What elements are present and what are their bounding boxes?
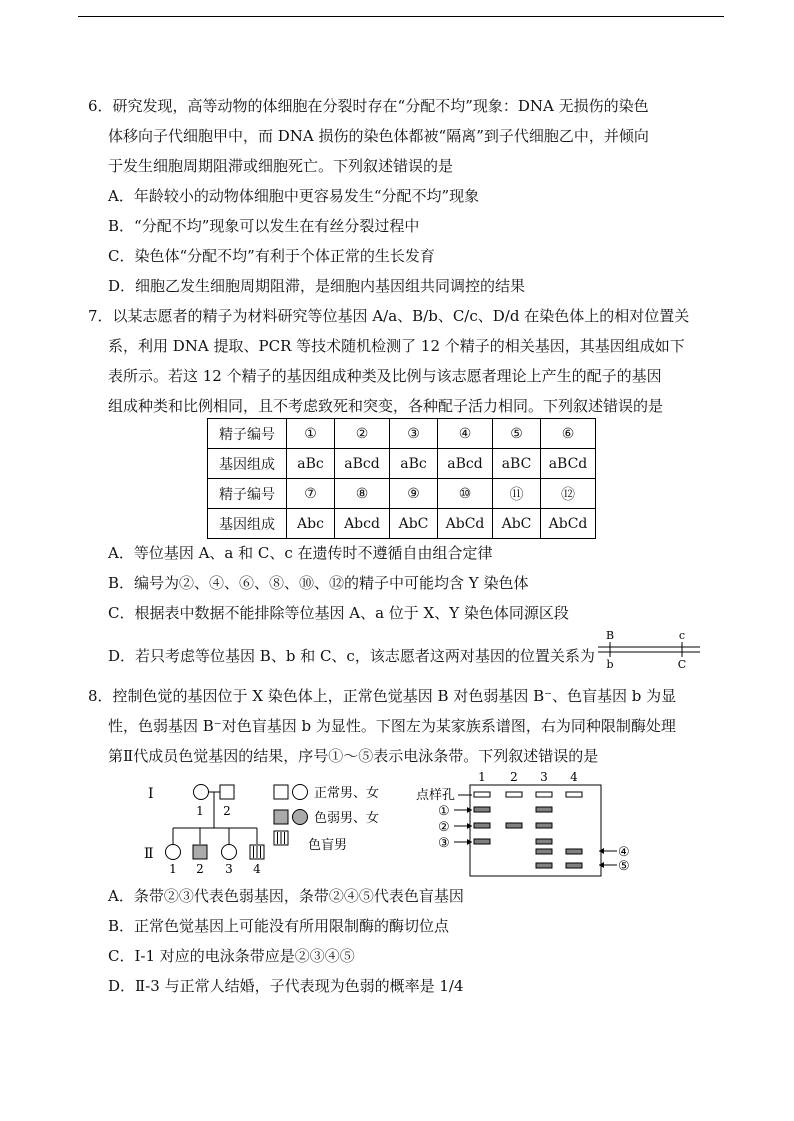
pedigree-chart bbox=[140, 775, 410, 880]
sample-well bbox=[566, 792, 582, 797]
allele-label: C bbox=[677, 658, 687, 671]
gel-band bbox=[566, 849, 582, 854]
q8-option-a: A．条带②③代表色弱基因，条带②④⑤代表色盲基因 bbox=[108, 887, 464, 905]
table-cell: aBc bbox=[390, 449, 438, 479]
table-row bbox=[208, 419, 596, 449]
legend-label: 色盲男 bbox=[308, 838, 348, 853]
individual-number: 2 bbox=[196, 862, 204, 876]
table-cell: ① bbox=[287, 419, 335, 449]
q7-option-b: B．编号为②、④、⑥、⑧、⑩、⑫的精子中可能均含 Y 染色体 bbox=[108, 574, 529, 592]
table-cell: ⑫ bbox=[541, 479, 596, 509]
gel-band bbox=[566, 863, 582, 868]
band-label: ⑤ bbox=[618, 859, 630, 874]
female-normal-symbol bbox=[166, 845, 181, 860]
well-label: 点样孔 bbox=[416, 788, 456, 803]
table-cell: Abc bbox=[287, 509, 335, 539]
legend-label: 色弱男、女 bbox=[314, 811, 380, 826]
table-row bbox=[208, 479, 596, 509]
gel-band bbox=[474, 839, 490, 844]
electrophoresis-gel bbox=[412, 768, 637, 880]
table-cell: aBcd bbox=[438, 449, 493, 479]
female-normal-symbol bbox=[222, 845, 237, 860]
q7-stem-line-2: 系，利用 DNA 提取、PCR 等技术随机检测了 12 个精子的相关基因，其基因组成如下 bbox=[108, 337, 685, 355]
table-cell: 基因组成 bbox=[208, 509, 287, 539]
band-label: ② bbox=[438, 820, 450, 835]
generation-label: Ⅰ bbox=[148, 786, 154, 802]
table-cell: ③ bbox=[390, 419, 438, 449]
lane-number: 4 bbox=[570, 770, 578, 784]
table-cell: ⑪ bbox=[493, 479, 541, 509]
legend-female-normal bbox=[293, 785, 308, 800]
q8-option-d: D．Ⅱ-3 与正常人结婚，子代表现为色弱的概率是 1/4 bbox=[108, 977, 464, 995]
q8-stem-line-2: 性，色弱基因 B⁻对色盲基因 b 为显性。下图左为某家族系谱图，右为同种限制酶处理 bbox=[108, 717, 676, 735]
allele-label: B bbox=[605, 629, 615, 642]
sample-well bbox=[506, 792, 522, 797]
sample-well bbox=[474, 792, 490, 797]
individual-number: 4 bbox=[253, 862, 261, 876]
q7-stem-line-3: 表所示。若这 12 个精子的基因组成种类及比例与该志愿者理论上产生的配子的基因 bbox=[108, 367, 662, 385]
gel-band bbox=[536, 823, 552, 828]
gel-band bbox=[536, 839, 552, 844]
q6-option-a: A．年龄较小的动物体细胞中更容易发生“分配不均”现象 bbox=[108, 187, 480, 205]
table-cell: AbCd bbox=[541, 509, 596, 539]
q6-stem-line-3: 于发生细胞周期阻滞或细胞死亡。下列叙述错误的是 bbox=[108, 157, 454, 175]
table-cell: 精子编号 bbox=[208, 419, 287, 449]
gel-band bbox=[506, 823, 522, 828]
q7-stem-line-4: 组成种类和比例相同，且不考虑致死和突变，各种配子活力相同。下列叙述错误的是 bbox=[108, 397, 664, 415]
q8-stem-line-3: 第Ⅱ代成员色觉基因的结果，序号①～⑤表示电泳条带。下列叙述错误的是 bbox=[108, 747, 599, 765]
q7-stem-line-1: 7．以某志愿者的精子为材料研究等位基因 A/a、B/b、C/c、D/d 在染色体上的相对位置关 bbox=[88, 307, 690, 325]
table-cell: aBCd bbox=[541, 449, 596, 479]
individual-number: 2 bbox=[223, 804, 231, 818]
table-cell: AbCd bbox=[438, 509, 493, 539]
q6-option-c: C．染色体“分配不均”有利于个体正常的生长发育 bbox=[108, 247, 435, 265]
individual-number: 3 bbox=[225, 862, 233, 876]
header-rule bbox=[78, 16, 724, 17]
table-cell: ④ bbox=[438, 419, 493, 449]
chromosome-diagram bbox=[596, 628, 704, 676]
table-row bbox=[208, 449, 596, 479]
male-weak-symbol bbox=[193, 845, 207, 859]
q6-stem-line-1: 6．研究发现，高等动物的体细胞在分裂时存在“分配不均”现象：DNA 无损伤的染色 bbox=[88, 97, 649, 115]
table-cell: AbC bbox=[493, 509, 541, 539]
male-normal-symbol bbox=[220, 785, 234, 799]
table-cell: ⑧ bbox=[335, 479, 390, 509]
female-normal-symbol bbox=[194, 785, 209, 800]
table-cell: ② bbox=[335, 419, 390, 449]
table-cell: aBc bbox=[287, 449, 335, 479]
q7-option-d: D．若只考虑等位基因 B、b 和 C、c，该志愿者这两对基因的位置关系为 bbox=[108, 647, 595, 665]
table-cell: ⑤ bbox=[493, 419, 541, 449]
table-cell: Abcd bbox=[335, 509, 390, 539]
gel-band bbox=[474, 823, 490, 828]
q8-stem-line-1: 8．控制色觉的基因位于 X 染色体上，正常色觉基因 B 对色弱基因 B⁻、色盲基因 b 为显 bbox=[88, 687, 677, 705]
allele-label: c bbox=[678, 629, 686, 642]
table-cell: 基因组成 bbox=[208, 449, 287, 479]
band-label: ④ bbox=[618, 845, 630, 860]
table-cell: ⑥ bbox=[541, 419, 596, 449]
band-label: ① bbox=[438, 804, 450, 819]
sperm-genotype-table bbox=[207, 418, 596, 539]
q8-option-b: B．正常色觉基因上可能没有所用限制酶的酶切位点 bbox=[108, 917, 450, 935]
legend-female-weak bbox=[293, 810, 308, 825]
q7-option-c: C．根据表中数据不能排除等位基因 A、a 位于 X、Y 染色体同源区段 bbox=[108, 604, 569, 622]
gel-frame bbox=[470, 785, 601, 876]
table-cell: aBcd bbox=[335, 449, 390, 479]
lane-number: 3 bbox=[540, 770, 548, 784]
table-cell: ⑨ bbox=[390, 479, 438, 509]
lane-number: 2 bbox=[510, 770, 518, 784]
gel-band bbox=[536, 807, 552, 812]
lane-number: 1 bbox=[478, 770, 486, 784]
sample-well bbox=[536, 792, 552, 797]
table-cell: ⑩ bbox=[438, 479, 493, 509]
q8-option-c: C．Ⅰ-1 对应的电泳条带应是②③④⑤ bbox=[108, 947, 355, 965]
individual-number: 1 bbox=[169, 862, 177, 876]
gel-band bbox=[536, 849, 552, 854]
allele-label: b bbox=[606, 658, 614, 671]
table-cell: ⑦ bbox=[287, 479, 335, 509]
legend-label: 正常男、女 bbox=[314, 786, 380, 801]
q6-stem-line-2: 体移向子代细胞甲中，而 DNA 损伤的染色体都被“隔离”到子代细胞乙中，并倾向 bbox=[108, 127, 649, 145]
legend-male-weak bbox=[274, 810, 288, 824]
table-cell: AbC bbox=[390, 509, 438, 539]
q6-option-d: D．细胞乙发生细胞周期阻滞，是细胞内基因组共同调控的结果 bbox=[108, 277, 526, 295]
q7-option-a: A．等位基因 A、a 和 C、c 在遗传时不遵循自由组合定律 bbox=[108, 544, 493, 562]
table-row bbox=[208, 509, 596, 539]
table-cell: 精子编号 bbox=[208, 479, 287, 509]
band-label: ③ bbox=[438, 836, 450, 851]
gel-band bbox=[474, 807, 490, 812]
legend-male-normal bbox=[274, 785, 288, 799]
gel-band bbox=[536, 863, 552, 868]
individual-number: 1 bbox=[196, 804, 204, 818]
generation-label: Ⅱ bbox=[144, 846, 154, 862]
q6-option-b: B．“分配不均”现象可以发生在有丝分裂过程中 bbox=[108, 217, 420, 235]
table-cell: aBC bbox=[493, 449, 541, 479]
